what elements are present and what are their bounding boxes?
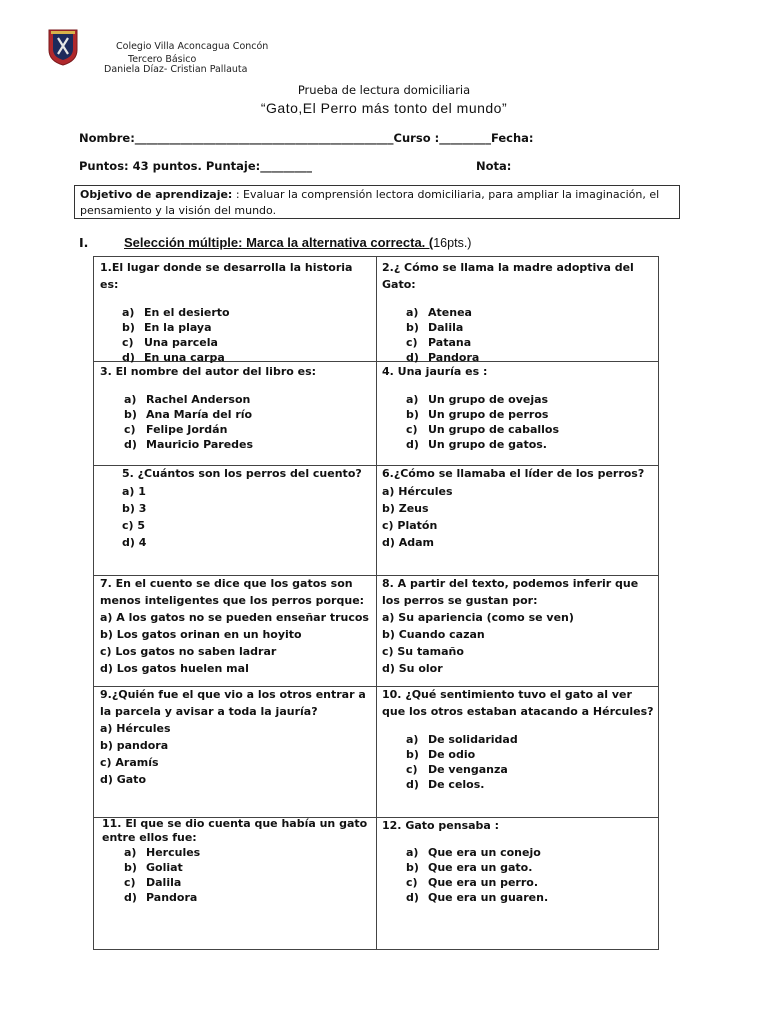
option-2d[interactable]: d) Pandora xyxy=(406,351,480,364)
question-12: 12. Gato pensaba : a) Que era un conejo b) Que era un gato. c) Que era un perro. d) Que era un guaren. xyxy=(382,817,656,905)
option-2b[interactable]: b) Dalila xyxy=(406,321,464,334)
question-4: 4. Una jauría es : a) Un grupo de ovejas b) Un grupo de perros c) Un grupo de caballos d) Un grupo de gatos. xyxy=(382,363,656,452)
section-title: Selección múltiple: Marca la alternativa correcta. (16pts.) xyxy=(124,235,472,250)
option-5b[interactable]: b) 3 xyxy=(122,502,147,515)
option-7a[interactable]: a) A los gatos no se pueden enseñar trucos xyxy=(100,611,369,624)
name-course-date-line[interactable]: Nombre:_____________________________________________Curso :_________Fecha: xyxy=(79,131,534,145)
question-11: 11. El que se dio cuenta que había un gato entre ellos fue: a) Hercules b) Goliat c) Dalila d) Pandora xyxy=(100,817,372,905)
option-7c[interactable]: c) Los gatos no saben ladrar xyxy=(100,645,277,658)
option-4b[interactable]: b) Un grupo de perros xyxy=(406,408,549,421)
option-8b[interactable]: b) Cuando cazan xyxy=(382,628,485,641)
option-12b[interactable]: b) Que era un gato. xyxy=(406,861,533,874)
school-name: Colegio Villa Aconcagua Concón xyxy=(116,41,269,52)
option-4a[interactable]: a) Un grupo de ovejas xyxy=(406,393,549,406)
option-12d[interactable]: d) Que era un guaren. xyxy=(406,891,549,904)
option-9a[interactable]: a) Hércules xyxy=(100,722,171,735)
option-6d[interactable]: d) Adam xyxy=(382,536,435,549)
option-5d[interactable]: d) 4 xyxy=(122,536,147,549)
objective-label: Objetivo de aprendizaje: xyxy=(80,188,233,201)
option-1a[interactable]: a) En el desierto xyxy=(122,306,230,319)
option-6c[interactable]: c) Platón xyxy=(382,519,438,532)
option-3b[interactable]: b) Ana María del río xyxy=(124,408,253,421)
test-title: Prueba de lectura domiciliaria xyxy=(297,83,471,97)
option-12c[interactable]: c) Que era un perro. xyxy=(406,876,539,889)
option-9d[interactable]: d) Gato xyxy=(100,773,146,786)
option-8d[interactable]: d) Su olor xyxy=(382,662,443,675)
section-number: I. xyxy=(79,235,89,250)
option-7d[interactable]: d) Los gatos huelen mal xyxy=(100,662,249,675)
option-2c[interactable]: c) Patana xyxy=(406,336,472,349)
option-1c[interactable]: c) Una parcela xyxy=(122,336,218,349)
option-7b[interactable]: b) Los gatos orinan en un hoyito xyxy=(100,628,302,641)
option-9c[interactable]: c) Aramís xyxy=(100,756,159,769)
question-5: 5. ¿Cuántos son los perros del cuento? a) 1 b) 3 c) 5 d) 4 xyxy=(122,465,372,551)
option-9b[interactable]: b) pandora xyxy=(100,739,169,752)
book-title: “Gato,El Perro más tonto del mundo” xyxy=(260,100,508,116)
teachers-names: Daniela Díaz- Cristian Pallauta xyxy=(104,64,248,75)
option-11a[interactable]: a) Hercules xyxy=(124,846,201,859)
option-4d[interactable]: d) Un grupo de gatos. xyxy=(406,438,547,451)
option-5c[interactable]: c) 5 xyxy=(122,519,146,532)
option-12a[interactable]: a) Que era un conejo xyxy=(406,846,541,859)
option-6b[interactable]: b) Zeus xyxy=(382,502,429,515)
option-11b[interactable]: b) Goliat xyxy=(124,861,183,874)
section-points: 16 xyxy=(433,236,448,250)
option-8c[interactable]: c) Su tamaño xyxy=(382,645,464,658)
question-9: 9.¿Quién fue el que vio a los otros entrar a la parcela y avisar a toda la jauría? a) Hércules b) pandora c) Aramís d) Gato xyxy=(100,686,370,788)
option-11d[interactable]: d) Pandora xyxy=(124,891,198,904)
grade-field[interactable]: Nota: xyxy=(476,159,512,173)
question-6: 6.¿Cómo se llamaba el líder de los perros? a) Hércules b) Zeus c) Platón d) Adam xyxy=(382,465,656,551)
questions-table xyxy=(93,256,659,950)
option-10a[interactable]: a) De solidaridad xyxy=(406,733,518,746)
option-6a[interactable]: a) Hércules xyxy=(382,485,453,498)
option-3a[interactable]: a) Rachel Anderson xyxy=(124,393,251,406)
question-10: 10. ¿Qué sentimiento tuvo el gato al ver que los otros estaban atacando a Hércules? a) De solidaridad b) De odio c) De venganza d) De celos. xyxy=(382,688,654,791)
option-10b[interactable]: b) De odio xyxy=(406,748,476,761)
option-1b[interactable]: b) En la playa xyxy=(122,321,212,334)
question-3: 3. El nombre del autor del libro es: a) Rachel Anderson b) Ana María del río c) Felipe Jordán d) Mauricio Paredes xyxy=(100,363,372,452)
objective-text: : Evaluar la comprensión lectora domiciliaria, para ampliar la imaginación, el pensamiento y la visión del mundo. xyxy=(80,188,660,217)
question-1: 1.El lugar donde se desarrolla la historia es: a) En el desierto b) En la playa c) Una parcela d) En una carpa xyxy=(100,259,372,365)
option-3c[interactable]: c) Felipe Jordán xyxy=(124,423,228,436)
option-8a[interactable]: a) Su apariencia (como se ven) xyxy=(382,611,574,624)
option-3d[interactable]: d) Mauricio Paredes xyxy=(124,438,254,451)
option-11c[interactable]: c) Dalila xyxy=(124,876,182,889)
option-4c[interactable]: c) Un grupo de caballos xyxy=(406,423,560,436)
option-1d[interactable]: d) En una carpa xyxy=(122,351,225,364)
grade-label: Tercero Básico xyxy=(128,54,197,65)
learning-objective-box xyxy=(74,185,680,219)
question-2: 2.¿ Cómo se llama la madre adoptiva del Gato: a) Atenea b) Dalila c) Patana d) Pandora xyxy=(382,259,656,365)
option-5a[interactable]: a) 1 xyxy=(122,485,146,498)
option-10d[interactable]: d) De celos. xyxy=(406,778,485,791)
school-crest-icon xyxy=(48,28,78,66)
question-7: 7. En el cuento se dice que los gatos son menos inteligentes que los perros porque: a) A los gatos no se pueden enseñar trucos b) Los gatos orinan en un hoyito c) Los gatos no saben ladrar d) Los gatos huelen mal xyxy=(100,575,372,677)
option-10c[interactable]: c) De venganza xyxy=(406,763,508,776)
question-8: 8. A partir del texto, podemos inferir que los perros se gustan por: a) Su apariencia (como se ven) b) Cuando cazan c) Su tamaño d) Su olor xyxy=(382,575,656,677)
points-score-line[interactable]: Puntos: 43 puntos. Puntaje:_________ xyxy=(79,159,313,173)
option-2a[interactable]: a) Atenea xyxy=(406,306,472,319)
